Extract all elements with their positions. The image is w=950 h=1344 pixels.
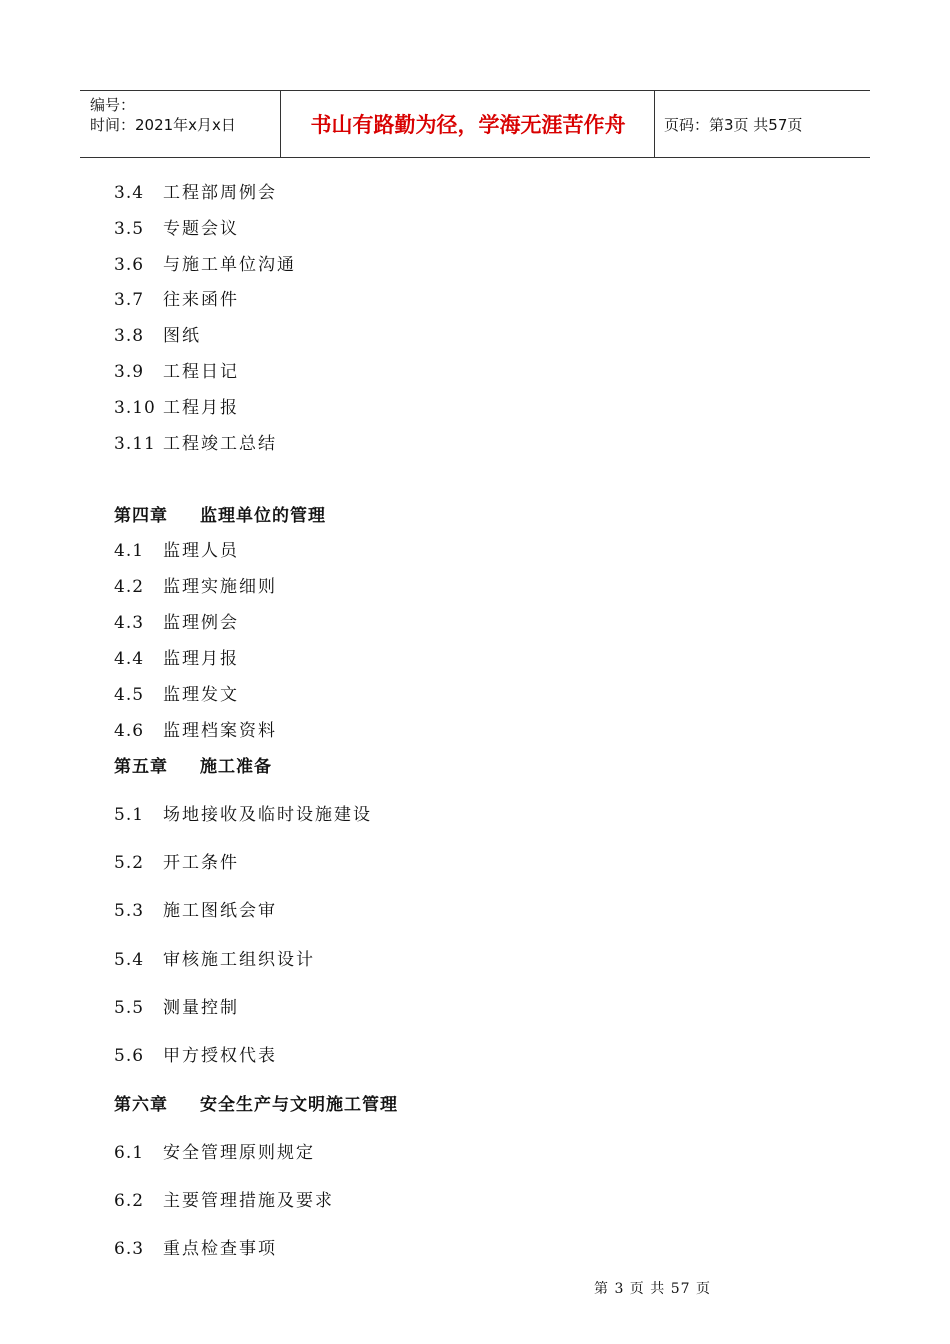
toc-item-title: 工程竣工总结 [163,434,277,454]
toc-item-title: 场地接收及临时设施建设 [163,805,372,825]
toc-item-number: 5.2 [114,853,145,873]
header-divider-left [280,91,281,157]
toc-item-number: 3.4 [114,183,145,203]
toc-item-title: 主要管理措施及要求 [163,1191,334,1211]
toc-item-title: 甲方授权代表 [163,1046,277,1066]
toc-item[interactable] [114,218,239,240]
toc-item-title: 安全管理原则规定 [163,1143,315,1163]
toc-item-number: 5.3 [114,901,145,921]
toc-item-number: 3.9 [114,362,145,382]
chapter-heading[interactable] [114,756,272,778]
toc-item[interactable] [114,325,201,347]
toc-item-title: 监理人员 [163,541,239,561]
toc-item[interactable] [114,804,372,826]
toc-item-title: 工程日记 [163,362,239,382]
toc-item-number: 4.3 [114,613,145,633]
page-header [80,90,870,158]
toc-item[interactable] [114,289,239,311]
toc-item-title: 监理月报 [163,649,239,669]
toc-item-number: 5.6 [114,1046,145,1066]
chapter-title: 安全生产与文明施工管理 [200,1095,398,1115]
toc-item[interactable] [114,852,239,874]
document-code-label: 编号： [90,96,136,114]
toc-item-number: 4.1 [114,541,145,561]
toc-item-number: 4.2 [114,577,145,597]
toc-item-title: 专题会议 [163,219,239,239]
toc-item-title: 测量控制 [163,998,239,1018]
toc-item-number: 3.11 [114,434,156,454]
chapter-number: 第六章 [114,1095,168,1115]
document-date: 时间：2021年x月x日 [90,116,236,134]
toc-item[interactable] [114,433,277,455]
header-meta [90,95,236,135]
toc-item-title: 工程部周例会 [163,183,277,203]
toc-item[interactable] [114,182,277,204]
toc-item-title: 工程月报 [163,398,239,418]
toc-item-title: 图纸 [163,326,201,346]
toc-item[interactable] [114,684,239,706]
toc-item[interactable] [114,1238,277,1260]
toc-item-title: 重点检查事项 [163,1239,277,1259]
toc-item-number: 5.4 [114,950,145,970]
toc-item-number: 4.5 [114,685,145,705]
toc-item-title: 审核施工组织设计 [163,950,315,970]
toc-item-number: 3.6 [114,255,145,275]
toc-item-number: 4.4 [114,649,145,669]
toc-item[interactable] [114,949,315,971]
toc-item[interactable] [114,540,239,562]
toc-item-number: 6.1 [114,1143,145,1163]
toc-item-number: 3.5 [114,219,145,239]
toc-item-title: 监理例会 [163,613,239,633]
toc-item[interactable] [114,361,239,383]
toc-item[interactable] [114,648,239,670]
toc-item-title: 监理档案资料 [163,721,277,741]
toc-item-number: 5.1 [114,805,145,825]
toc-item-number: 5.5 [114,998,145,1018]
toc-item[interactable] [114,900,277,922]
toc-item-number: 3.10 [114,398,156,418]
toc-item[interactable] [114,612,239,634]
header-divider-right [654,91,655,157]
header-motto: 书山有路勤为径，学海无涯苦作舟 [310,113,626,137]
toc-item-title: 监理发文 [163,685,239,705]
chapter-heading[interactable] [114,505,326,527]
page-footer: 第 3 页 共 57 页 [594,1281,711,1297]
toc-item[interactable] [114,254,296,276]
chapter-heading[interactable] [114,1094,398,1116]
toc-item[interactable] [114,997,239,1019]
toc-item-title: 往来函件 [163,290,239,310]
toc-item[interactable] [114,1045,277,1067]
toc-item-number: 3.8 [114,326,145,346]
toc-item-title: 施工图纸会审 [163,901,277,921]
toc-item[interactable] [114,720,277,742]
chapter-number: 第四章 [114,506,168,526]
toc-item[interactable] [114,1190,334,1212]
toc-item-number: 6.3 [114,1239,145,1259]
toc-item-title: 监理实施细则 [163,577,277,597]
toc-item-title: 与施工单位沟通 [163,255,296,275]
toc-item[interactable] [114,397,239,419]
toc-item[interactable] [114,576,277,598]
chapter-number: 第五章 [114,757,168,777]
toc-item-number: 4.6 [114,721,145,741]
toc-item-number: 3.7 [114,290,145,310]
toc-item-number: 6.2 [114,1191,145,1211]
chapter-title: 施工准备 [200,757,272,777]
toc-item-title: 开工条件 [163,853,239,873]
header-page-info: 页码：第3页 共57页 [664,115,803,134]
chapter-title: 监理单位的管理 [200,506,326,526]
toc-item[interactable] [114,1142,315,1164]
